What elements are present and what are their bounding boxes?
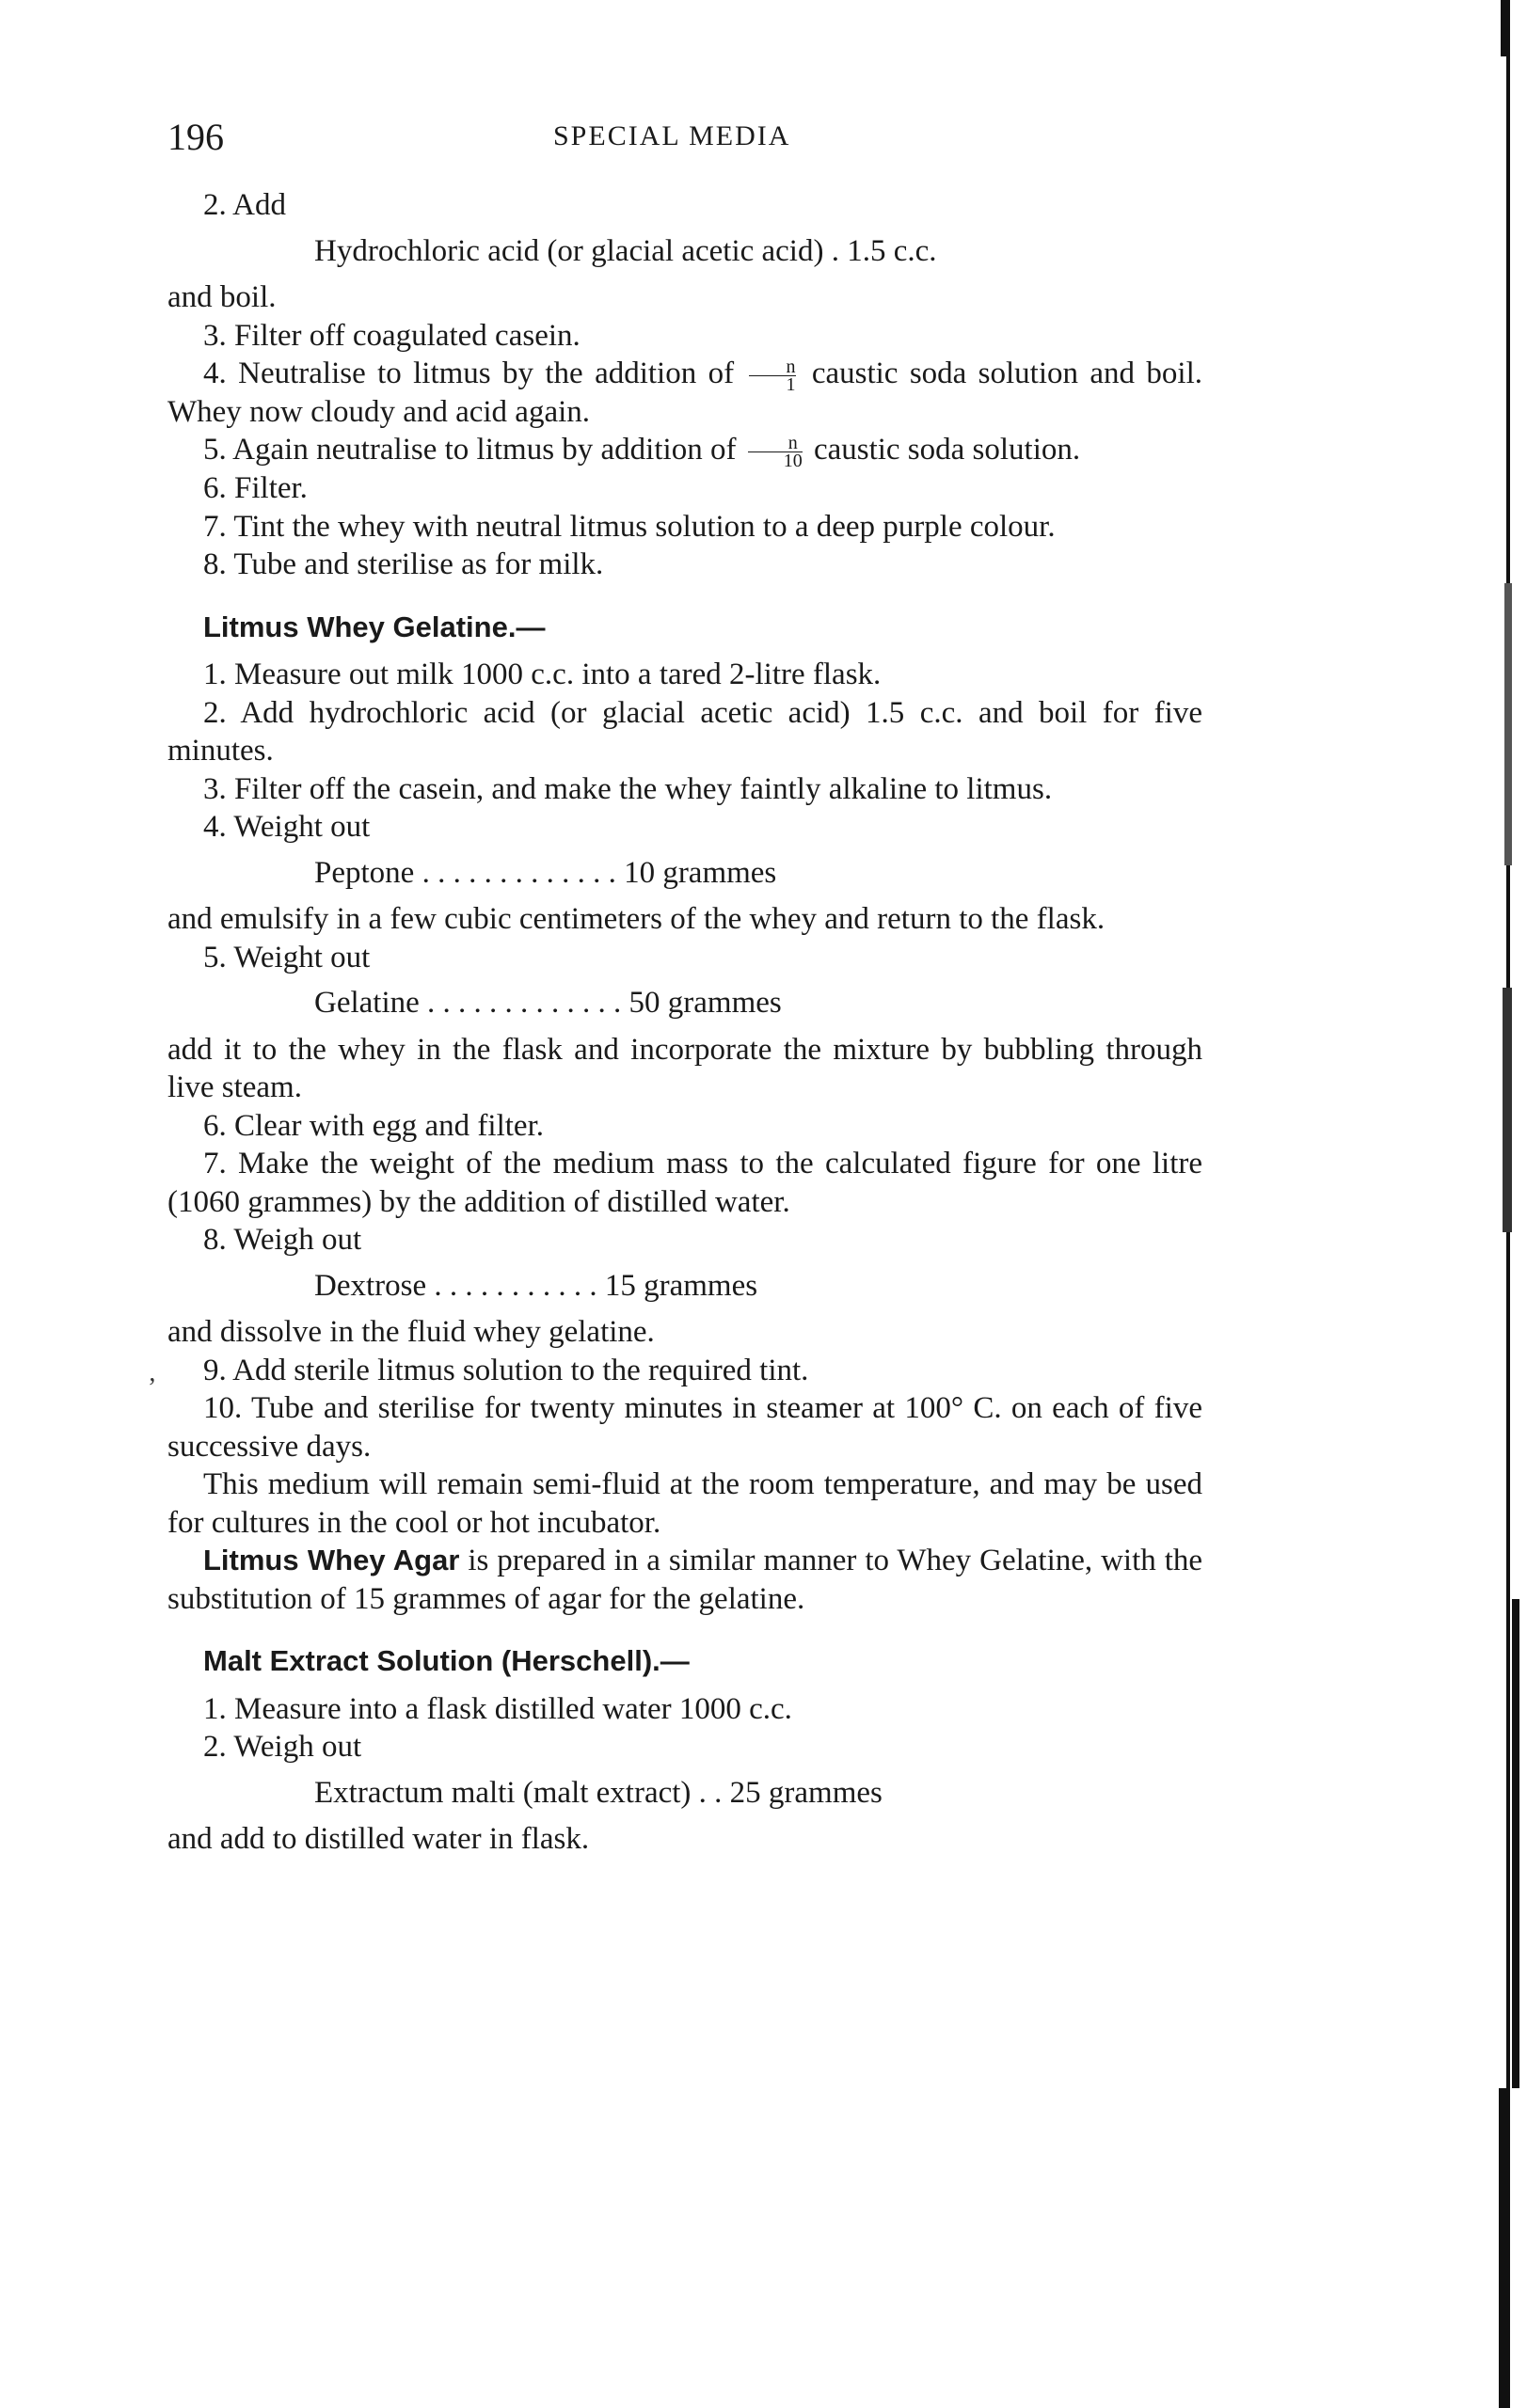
recipe-malt: Extractum malti (malt extract) . . 25 grammes xyxy=(314,1775,883,1810)
recipe-dextrose: Dextrose . . . . . . . . . . . 15 grammes xyxy=(314,1268,758,1303)
step-again-after: caustic soda solution. xyxy=(813,433,1081,467)
lwg-step-6: 6. Clear with egg and filter. xyxy=(203,1108,544,1143)
running-head: SPECIAL MEDIA xyxy=(553,120,791,151)
step-neutralise xyxy=(167,355,1202,431)
lwg-step-3: 3. Filter off the casein, and make the whey faintly alkaline to litmus. xyxy=(203,771,1053,806)
recipe-hydrochloric: Hydrochloric acid (or glacial acetic acid) . 1.5 c.c. xyxy=(314,233,937,268)
lwg-note: This medium will remain semi-fluid at the room temperature, and may be used for cultures in the cool or hot incubator. xyxy=(167,1467,1202,1540)
step-neutralise-before: 4. Neutralise to litmus by the addition of xyxy=(203,356,735,390)
page-body xyxy=(167,186,1202,1859)
step-tube: 8. Tube and sterilise as for milk. xyxy=(203,547,604,582)
litmus-whey-agar-paragraph xyxy=(167,1542,1202,1618)
lwg-step-8-after: and dissolve in the fluid whey gelatine. xyxy=(167,1315,655,1350)
lwg-step-7: 7. Make the weight of the medium mass to the calculated figure for one litre (1060 grammes) by the addition of distilled water. xyxy=(167,1147,1202,1219)
step-again-before: 5. Again neutralise to litmus by addition of xyxy=(203,433,737,467)
heading-malt-extract: Malt Extract Solution (Herschell).— xyxy=(203,1644,690,1678)
step-again-neutralise xyxy=(167,431,1202,472)
lwg-step-5: 5. Weight out xyxy=(203,940,371,974)
scan-binding-edge xyxy=(1484,0,1527,2408)
step-tint: 7. Tint the whey with neutral litmus solution to a deep purple colour. xyxy=(203,509,1056,544)
lwg-step-4-after: and emulsify in a few cubic centimeters of the whey and return to the flask. xyxy=(167,902,1105,937)
lwg-step-8: 8. Weigh out xyxy=(203,1223,362,1258)
fraction-n-over-1: $\frac{n}{1}$ xyxy=(749,358,796,393)
step-filter: 6. Filter. xyxy=(203,471,308,506)
malt-step-1: 1. Measure into a flask distilled water 1000 c.c. xyxy=(203,1691,792,1726)
lwg-step-1: 1. Measure out milk 1000 c.c. into a tared 2-litre flask. xyxy=(203,657,882,692)
step-add: 2. Add xyxy=(203,188,287,222)
fraction-n-over-10: $\frac{n}{10}$ xyxy=(748,435,803,469)
step-neutralise-after: caustic soda solution and boil. Whey now cloudy and acid again. xyxy=(167,356,1202,429)
margin-tick-mark: ʼ xyxy=(148,1373,157,1402)
lwg-step-10: 10. Tube and sterilise for twenty minutes in steamer at 100° C. on each of five successive days. xyxy=(167,1391,1202,1464)
lwg-step-5-after: add it to the whey in the flask and incorporate the mixture by bubbling through live steam. xyxy=(167,1032,1202,1105)
recipe-gelatine: Gelatine . . . . . . . . . . . . . 50 grammes xyxy=(314,986,782,1021)
lwg-step-2: 2. Add hydrochloric acid (or glacial acetic acid) 1.5 c.c. and boil for five minutes. xyxy=(167,695,1202,768)
lwg-step-4: 4. Weight out xyxy=(203,810,371,845)
page-number: 196 xyxy=(167,116,224,158)
heading-litmus-whey-gelatine: Litmus Whey Gelatine.— xyxy=(203,610,546,643)
malt-step-2: 2. Weigh out xyxy=(203,1730,362,1765)
step-add-after: and boil. xyxy=(167,280,277,314)
litmus-whey-agar-lead: Litmus Whey Agar xyxy=(203,1544,460,1577)
recipe-peptone: Peptone . . . . . . . . . . . . . 10 grammes xyxy=(314,855,777,890)
malt-step-2-after: and add to distilled water in flask. xyxy=(167,1822,590,1857)
step-filter-casein: 3. Filter off coagulated casein. xyxy=(203,318,581,353)
litmus-whey-agar-text: is prepared in a similar manner to Whey Gelatine, with the substitution of 15 grammes of agar for the gelatine. xyxy=(167,1544,1203,1616)
lwg-step-9: 9. Add sterile litmus solution to the required tint. xyxy=(203,1353,809,1387)
